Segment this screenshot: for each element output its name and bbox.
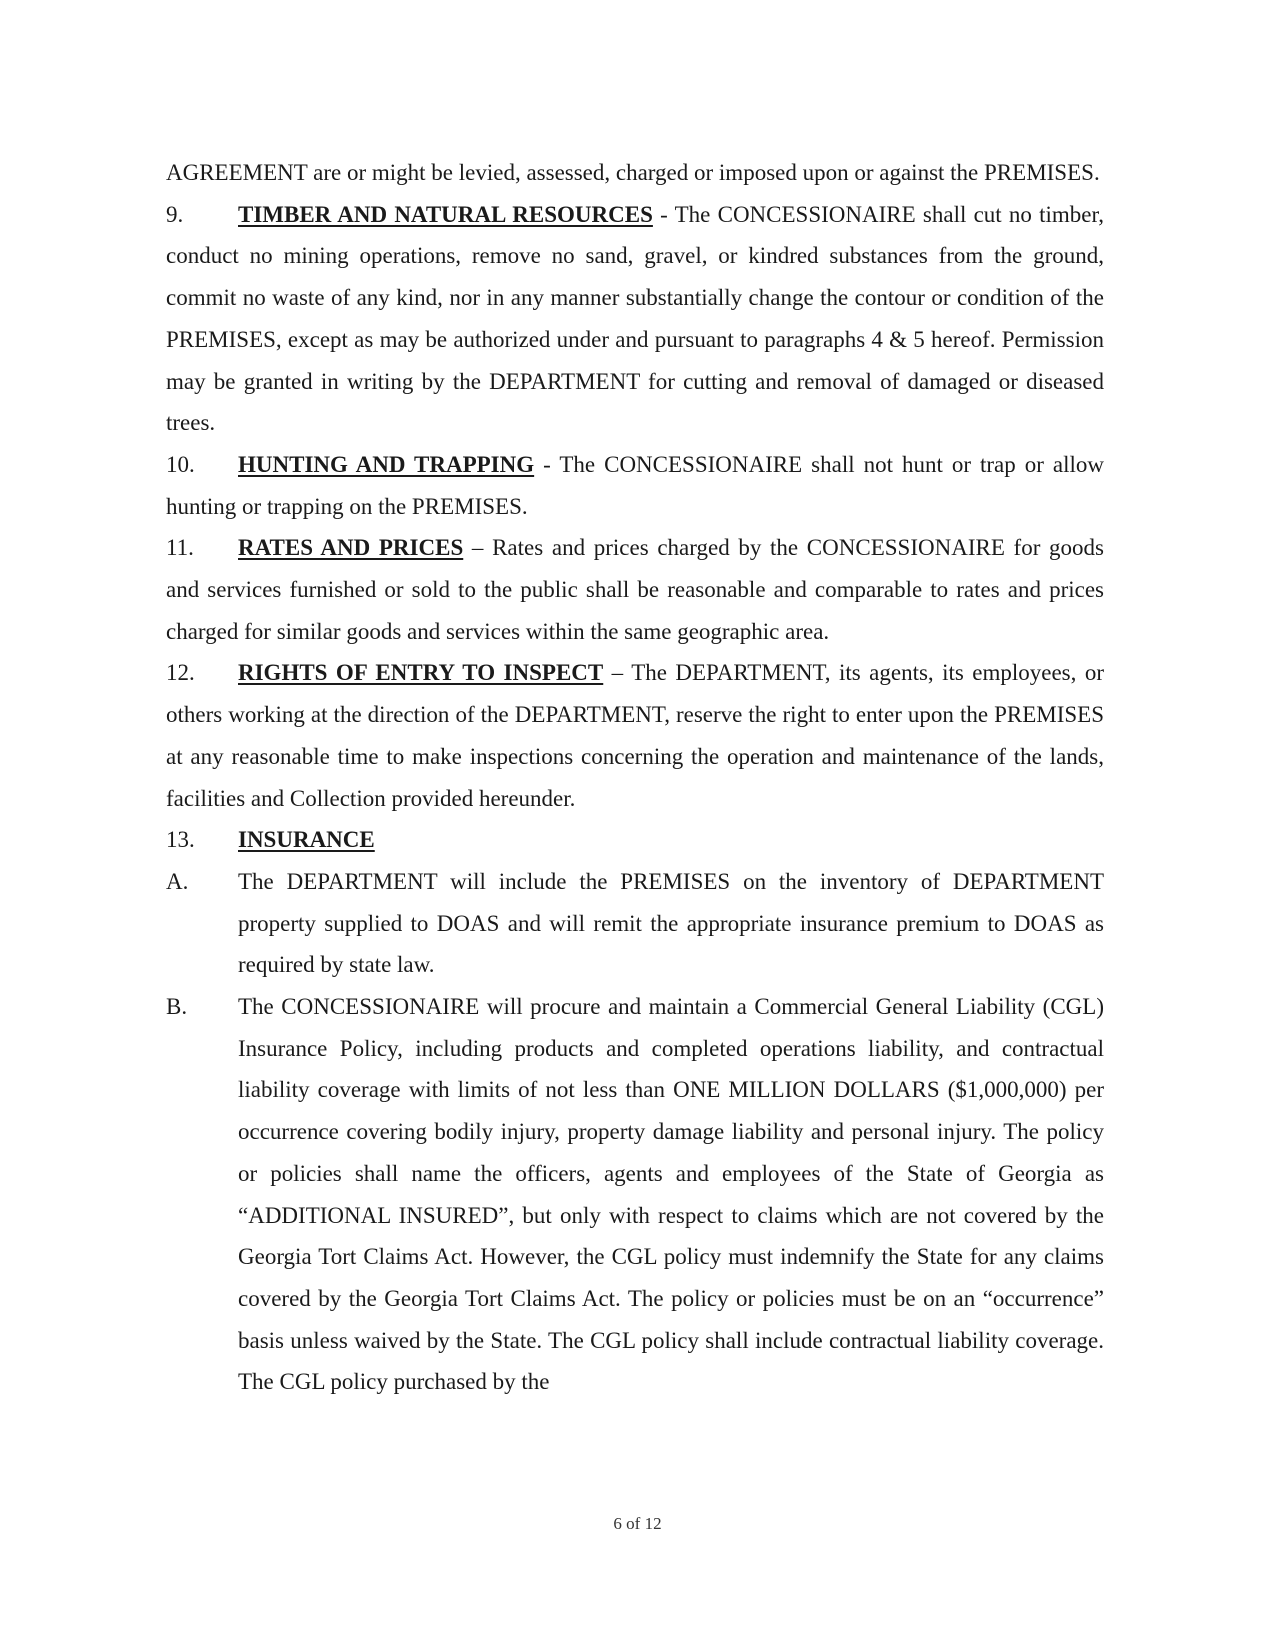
paragraph-8-continuation: AGREEMENT are or might be levied, assessed, charged or imposed upon or against the PREMISES.: [166, 160, 1100, 185]
paragraph-number: 9.: [166, 201, 184, 227]
insurance-item-b: [166, 986, 1104, 1403]
paragraph-text: – The DEPARTMENT, its agents, its employees, or others working at the direction of the DEPARTMENT, reserve the right to enter upon the PREMISES at any reasonable time to make inspections concerning the operation and maintenance of the lands, facilities and Collection provided hereunder.: [166, 660, 1104, 811]
section-heading-entry: RIGHTS OF ENTRY TO INSPECT: [238, 660, 604, 686]
paragraph-number: 11.: [166, 535, 194, 561]
list-letter: B.: [166, 994, 188, 1020]
paragraph-text: - The CONCESSIONAIRE shall not hunt or trap or allow hunting or trapping on the PREMISES.: [166, 451, 1105, 519]
paragraph-11: [166, 527, 1104, 652]
paragraph-10: [166, 444, 1104, 527]
page-number-footer: 6 of 12: [613, 1514, 662, 1533]
section-heading-hunting: HUNTING AND TRAPPING: [238, 451, 535, 477]
section-heading-insurance: INSURANCE: [238, 827, 375, 853]
paragraph-number: 10.: [166, 451, 195, 477]
paragraph-13: [166, 819, 1104, 861]
insurance-item-a: [166, 861, 1104, 986]
paragraph-12: [166, 652, 1104, 819]
section-heading-rates: RATES AND PRICES: [238, 535, 464, 561]
list-item-text: The CONCESSIONAIRE will procure and maintain a Commercial General Liability (CGL) Insurance Policy, including products and completed operations liability, and contractual liability coverage with limits of not less than ONE MILLION DOLLARS ($1,000,000) per occurrence covering bodily injury, property damage liability and personal injury. The policy or policies shall name the officers, agents and employees of the State of Georgia as “ADDITIONAL INSURED”, but only with respect to claims which are not covered by the Georgia Tort Claims Act. However, the CGL policy must indemnify the State for any claims covered by the Georgia Tort Claims Act. The policy or policies must be on an “occurrence” basis unless waived by the State. The CGL policy shall include contractual liability coverage. The CGL policy purchased by the: [238, 994, 1104, 1395]
paragraph-text: – Rates and prices charged by the CONCESSIONAIRE for goods and services furnished or sold to the public shall be reasonable and comparable to rates and prices charged for similar goods and services within the same geographic area.: [166, 535, 1104, 644]
list-item-text: The DEPARTMENT will include the PREMISES on the inventory of DEPARTMENT property supplied to DOAS and will remit the appropriate insurance premium to DOAS as required by state law.: [238, 868, 1104, 978]
paragraph-number: 13.: [166, 827, 195, 853]
document-body: [166, 152, 1104, 1403]
list-letter: A.: [166, 868, 189, 894]
paragraph-9: [166, 194, 1104, 444]
section-heading-timber: TIMBER AND NATURAL RESOURCES: [238, 201, 653, 227]
paragraph-number: 12.: [166, 660, 195, 686]
paragraph-text: - The CONCESSIONAIRE shall cut no timber, conduct no mining operations, remove no sand, gravel, or kindred substances from the ground, commit no waste of any kind, nor in any manner substantially change the contour or condition of the PREMISES, except as may be authorized under and pursuant to paragraphs 4 & 5 hereof. Permission may be granted in writing by the DEPARTMENT for cutting and removal of damaged or diseased trees.: [166, 201, 1105, 436]
